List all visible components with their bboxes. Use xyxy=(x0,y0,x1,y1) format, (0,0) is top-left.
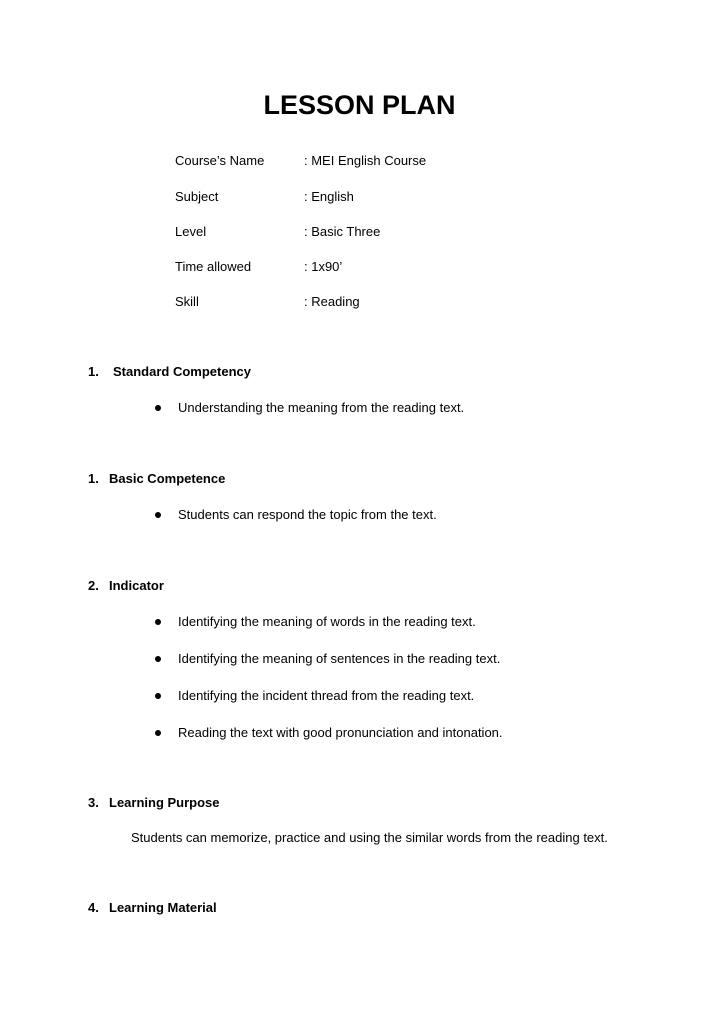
info-value-level: : Basic Three xyxy=(304,224,381,239)
info-value-time-allowed: : 1x90’ xyxy=(304,259,343,274)
list-item-text: Understanding the meaning from the reading text. xyxy=(178,400,465,415)
section-title: Standard Competency xyxy=(113,364,251,379)
bullet-icon xyxy=(155,405,161,411)
section-title: Basic Competence xyxy=(109,471,226,486)
info-value-skill: : Reading xyxy=(304,294,360,309)
list-item-text: Identifying the meaning of words in the reading text. xyxy=(178,614,476,629)
section-title: Learning Purpose xyxy=(109,795,220,810)
info-value-subject: : English xyxy=(304,189,354,204)
bullet-icon xyxy=(155,619,161,625)
info-label-subject: Subject xyxy=(175,189,219,204)
section-number: 3. xyxy=(88,795,99,810)
section-number: 1. xyxy=(88,471,99,486)
info-label-course-name: Course’s Name xyxy=(175,153,265,168)
info-label-time-allowed: Time allowed xyxy=(175,259,252,274)
section-number: 1. xyxy=(88,364,99,379)
bullet-icon xyxy=(155,512,161,518)
bullet-icon xyxy=(155,693,161,699)
list-item-text: Identifying the meaning of sentences in the reading text. xyxy=(178,651,501,666)
list-item-text: Students can respond the topic from the text. xyxy=(178,507,437,522)
section-title: Learning Material xyxy=(109,900,217,915)
learning-purpose-text: Students can memorize, practice and using the similar words from the reading text. xyxy=(131,830,608,845)
section-number: 2. xyxy=(88,578,99,593)
info-label-skill: Skill xyxy=(175,294,199,309)
section-number: 4. xyxy=(88,900,99,915)
list-item-text: Reading the text with good pronunciation and intonation. xyxy=(178,725,503,740)
bullet-icon xyxy=(155,656,161,662)
bullet-icon xyxy=(155,730,161,736)
list-item-text: Identifying the incident thread from the reading text. xyxy=(178,688,475,703)
page-title: LESSON PLAN xyxy=(263,90,456,120)
info-value-course-name: : MEI English Course xyxy=(304,153,427,168)
info-label-level: Level xyxy=(175,224,207,239)
section-title: Indicator xyxy=(109,578,164,593)
